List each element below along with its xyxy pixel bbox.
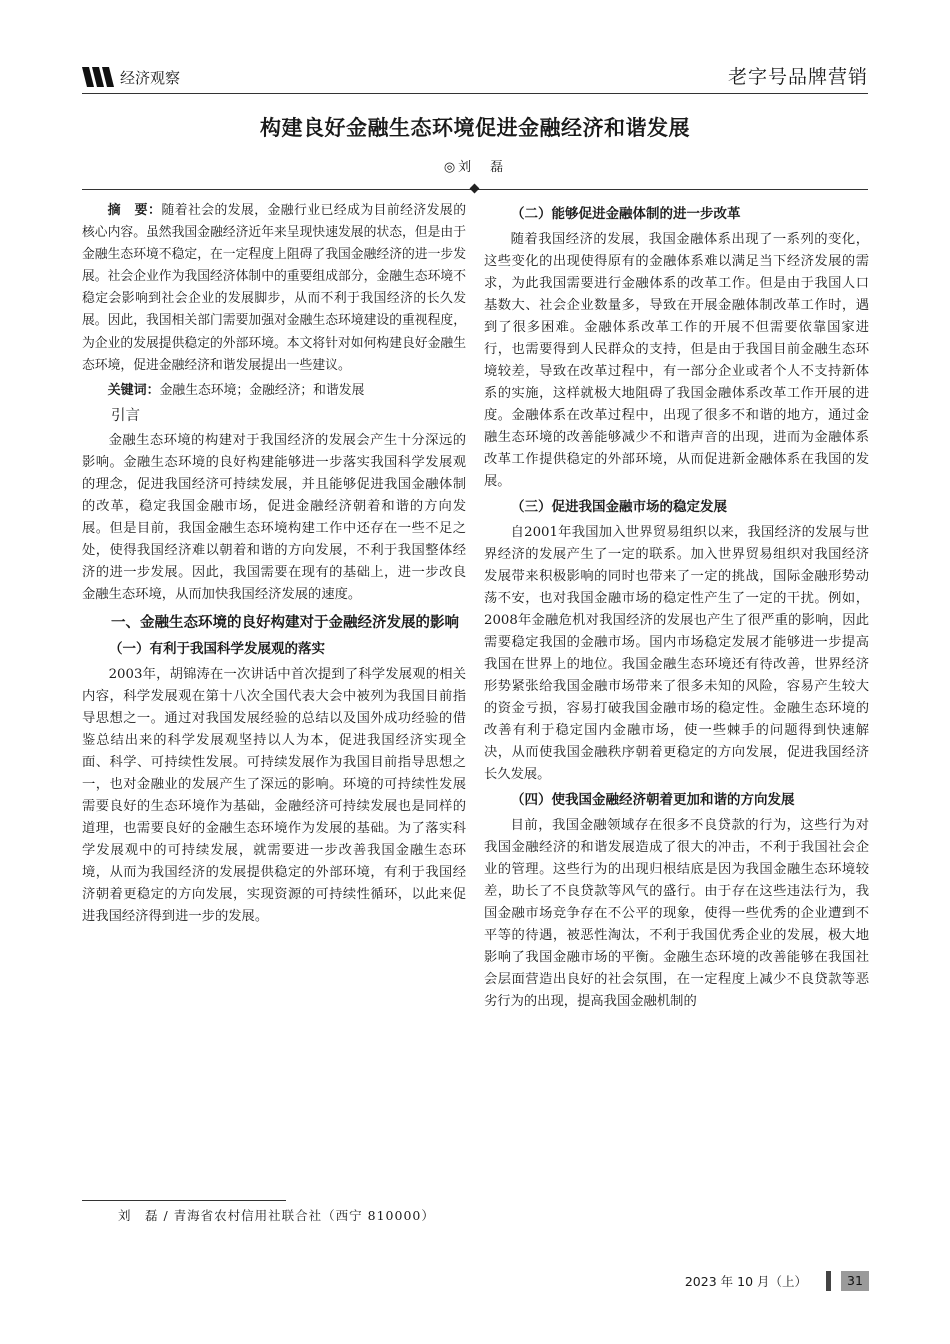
left-column	[82, 200, 466, 928]
abstract-label: 摘 要：	[107, 203, 162, 218]
right-column	[484, 200, 869, 1013]
section-mark-icon	[82, 67, 116, 87]
author-footnote: 刘 磊 / 青海省农村信用社联合社（西宁 810000）	[118, 1208, 435, 1223]
subsection-heading-4: （四）使我国金融经济朝着更加和谐的方向发展	[511, 792, 795, 808]
footer-bar-icon	[826, 1271, 831, 1291]
abstract-text: 随着社会的发展，金融行业已经成为目前经济发展的核心内容。虽然我国金融经济近年来呈现快速发展的状态，但是由于金融生态环境不稳定，在一定程度上阻碍了我国金融经济的进一步发展。社会企业作为我国经济体制中的重要组成部分，金融生态环境不稳定会影响到社会企业的发展脚步，从而不利于我国经济的长久发展。因此，我国相关部门需要加强对金融生态环境建设的重视程度，为企业的发展提供稳定的外部环境。本文将针对如何构建良好金融生态环境，促进金融经济和谐发展提出一些建议。	[82, 203, 466, 373]
header-rule	[82, 93, 868, 94]
article-author: ◎刘 磊	[443, 160, 507, 175]
footnote-rule	[82, 1200, 286, 1201]
issue-date: 2023 年 10 月（上）	[684, 1274, 807, 1289]
separator-diamond-icon	[470, 184, 480, 194]
section-name: 经济观察	[120, 69, 181, 87]
intro-heading: 引言	[111, 407, 140, 424]
paragraph-4: 目前，我国金融领域存在很多不良贷款的行为，这些行为对我国金融经济的和谐发展造成了很大的冲击，不利于我国社会企业的管理。这些行为的出现归根结底是因为我国金融生态环境较差，助长了不良贷款等风气的盛行。由于存在这些违法行为，我国金融市场竞争存在不公平的现象，使得一些优秀的企业遭到不平等的待遇，被恶性淘汰，不利于我国优秀企业的发展，极大地影响了我国金融市场的平衡。金融生态环境的改善能够在我国社会层面营造出良好的社会氛围，在一定程度上减少不良贷款等恶劣行为的出现，提高我国金融机制的	[484, 818, 869, 1009]
paragraph-1: 2003年，胡锦涛在一次讲话中首次提到了科学发展观的相关内容，科学发展观在第十八次全国代表大会中被列为我国目前指导思想之一。通过对我国发展经验的总结以及国外成功经验的借鉴总结出来的科学发展观坚持以人为本，促进我国经济实现全面、科学、可持续性发展。可持续发展作为我国目前指导思想之一，也对金融业的发展产生了深远的影响。环境的可持续性发展需要良好的生态环境作为基础，金融经济可持续发展也是同样的道理，也需要良好的金融生态环境作为发展的基础。为了落实科学发展观中的可持续发展，就需要进一步改善我国金融生态环境，从而为我国经济的发展提供稳定的外部环境，有利于我国经济朝着更稳定的方向发展，实现资源的可持续性循环，以此来促进我国经济得到进一步的发展。	[82, 666, 466, 924]
subsection-heading-1: （一）有利于我国科学发展观的落实	[109, 640, 325, 657]
page-number: 31	[841, 1271, 869, 1291]
article-title: 构建良好金融生态环境促进金融经济和谐发展	[260, 115, 690, 140]
keywords-text: 金融生态环境；金融经济；和谐发展	[159, 382, 365, 398]
page-header	[82, 62, 868, 96]
intro-paragraph: 金融生态环境的构建对于我国经济的发展会产生十分深远的影响。金融生态环境的良好构建能够进一步落实我国科学发展观的理念，促进我国经济可持续发展，并且能够促进我国金融体制的改革，稳定我国金融市场，促进金融经济朝着和谐的方向发展。但是目前，我国金融生态环境构建工作中还存在一些不足之处，使得我国经济难以朝着和谐的方向发展，不利于我国整体经济的进一步发展。因此，我国需要在现有的基础上，进一步改良金融生态环境，从而加快我国经济发展的速度。	[82, 432, 466, 602]
paragraph-2: 随着我国经济的发展，我国金融体系出现了一系列的变化，这些变化的出现使得原有的金融体系难以满足当下经济发展的需求，为此我国需要进行金融体系的改革工作。但是由于我国人口基数大、社会企业数量多，导致在开展金融体制改革工作时，遇到了很多困难。金融体系改革工作的开展不但需要依靠国家进行，也需要得到人民群众的支持，但是由于我国目前金融生态环境较差，导致在改革过程中，有一部分企业或者个人不支持新体系的实施，这样就极大地阻碍了我国金融体系改革工作开展的进度。金融体系在改革过程中，出现了很多不和谐的地方，通过金融生态环境的改善能够减少不和谐声音的出现，进而为金融体系改革工作提供稳定的外部环境，从而促进新金融体系在我国的发展。	[484, 232, 869, 489]
keywords-label: 关键词：	[107, 382, 160, 398]
paragraph-3: 自2001年我国加入世界贸易组织以来，我国经济的发展与世界经济的发展产生了一定的联系。加入世界贸易组织对我国经济发展带来积极影响的同时也带来了一定的挑战，国际金融形势动荡不安，也对我国金融市场的稳定性产生了一定的干扰。例如，2008年金融危机对我国经济的发展也产生了很严重的影响，因此需要稳定我国的金融市场。国内市场稳定发展才能够进一步提高我国在世界上的地位。我国金融生态环境还有待改善，世界经济形势紧张给我国金融市场带来了很多未知的风险，容易产生较大的资金亏损，容易打破我国金融市场的稳定性。金融生态环境的改善有利于稳定国内金融市场，使一些棘手的问题得到快速解决，从而使我国金融秩序朝着更稳定的方向发展，促进我国经济长久发展。	[484, 525, 869, 782]
subsection-heading-2: （二）能够促进金融体制的进一步改革	[511, 206, 741, 222]
subsection-heading-3: （三）促进我国金融市场的稳定发展	[511, 499, 727, 515]
column-name: 老字号品牌营销	[727, 66, 868, 88]
abstract	[82, 200, 466, 377]
keywords	[82, 380, 466, 402]
section-heading-1: 一、金融生态环境的良好构建对于金融经济发展的影响	[111, 614, 459, 631]
